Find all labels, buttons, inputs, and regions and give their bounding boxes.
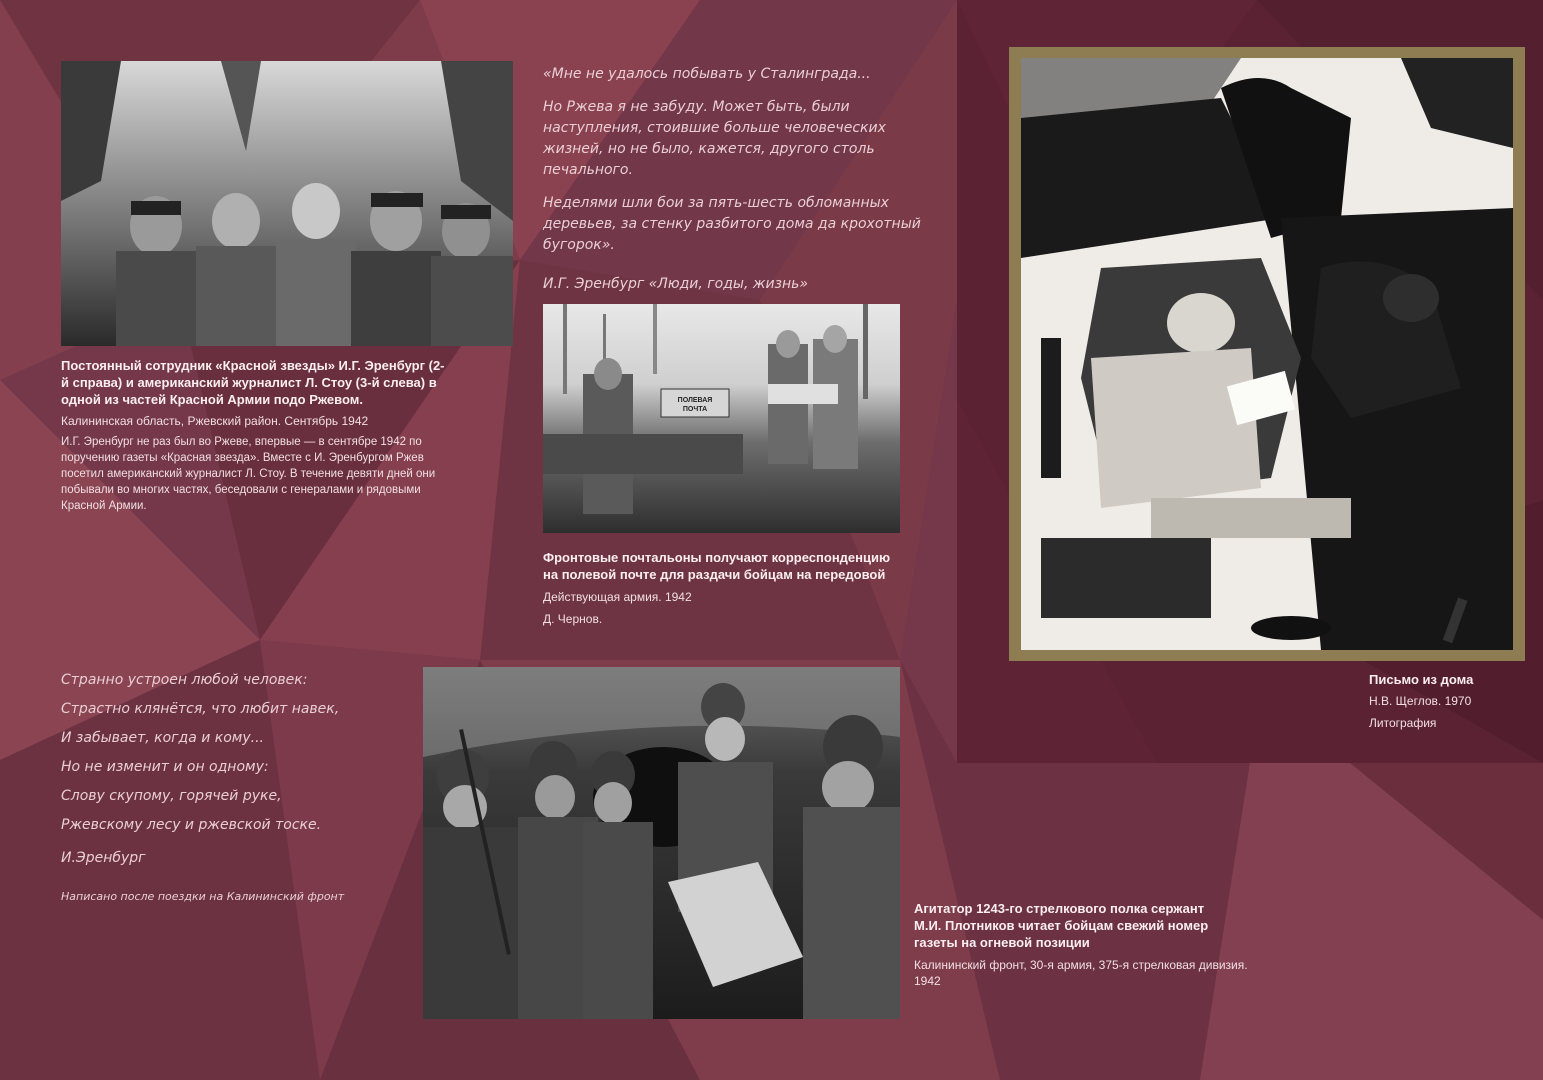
artwork-technique: Литография [1369,716,1437,730]
photo-placeholder-image [423,667,900,1019]
poem-author: И.Эренбург [61,850,146,866]
poem-line-4: Но не изменит и он одному: [61,759,269,775]
photo-field-post [543,304,900,533]
photo2-caption-title: Фронтовые почтальоны получают корреспонденцию на полевой почте для раздачи бойцам на передовой [543,550,891,582]
photo2-place: Действующая армия. 1942 [543,590,692,604]
photo-ehrenburg-stowe [61,61,513,346]
photo2-author: Д. Чернов. [543,612,603,626]
poem-note: Написано после поездки на Калининский фронт [61,890,345,903]
poem-line-1: Странно устроен любой человек: [61,672,308,688]
poem-line-6: Ржевскому лесу и ржевской тоске. [61,817,322,833]
photo1-caption-title: Постоянный сотрудник «Красной звезды» И.Г. Эренбург (2-й справа) и американский журналист Л. Стоу (3-й слева) в одной из частей Красной Армии подо Ржевом. [61,358,445,407]
quote-paragraph-2: Но Ржева я не забуду. Может быть, были наступления, стоившие больше человеческих жизней, но не было, кажется, другого столь печального. [543,99,886,178]
photo1-place: Калининская область, Ржевский район. Сентябрь 1942 [61,414,369,428]
photo3-caption-title: Агитатор 1243-го стрелкового полка сержант М.И. Плотников читает бойцам свежий номер газеты на огневой позиции [914,901,1209,950]
poem-line-2: Страстно клянётся, что любит навек, [61,701,340,717]
poem-line-3: И забывает, когда и кому... [61,730,264,746]
quote-source: И.Г. Эренбург «Люди, годы, жизнь» [543,276,809,292]
lithograph-image [1021,58,1513,650]
quote-paragraph-3: Неделями шли бои за пять-шесть обломанных деревьев, за стенку разбитого дома да крохотный бугорок». [543,195,921,253]
ehrenburg-poem [61,668,421,903]
lithograph-placeholder [1021,58,1513,650]
poem-line-5: Слову скупому, горячей руке, [61,788,282,804]
ehrenburg-quote [543,64,923,307]
field-post-sign: ПОЛЕВАЯ ПОЧТА [677,397,713,413]
photo-placeholder-image [61,61,513,346]
artwork-author: Н.В. Щеглов. 1970 [1369,694,1472,708]
artwork-frame [1009,47,1525,661]
photo-agitator-reading [423,667,900,1019]
quote-paragraph-1: «Мне не удалось побывать у Сталинграда... [543,66,871,82]
photo-placeholder-image [543,304,900,533]
photo3-place: Калининский фронт, 30-я армия, 375-я стрелковая дивизия. 1942 [914,958,1248,988]
artwork-title: Письмо из дома [1369,672,1474,687]
photo1-description: И.Г. Эренбург не раз был во Ржеве, впервые — в сентябре 1942 по поручению газеты «Красная звезда». Вместе с И. Эренбургом Ржев посетил американский журналист Л. Стоу. В течение девяти дней они побывали во многих частях, беседовали с генералами и рядовыми Красной Армии. [61,436,436,512]
